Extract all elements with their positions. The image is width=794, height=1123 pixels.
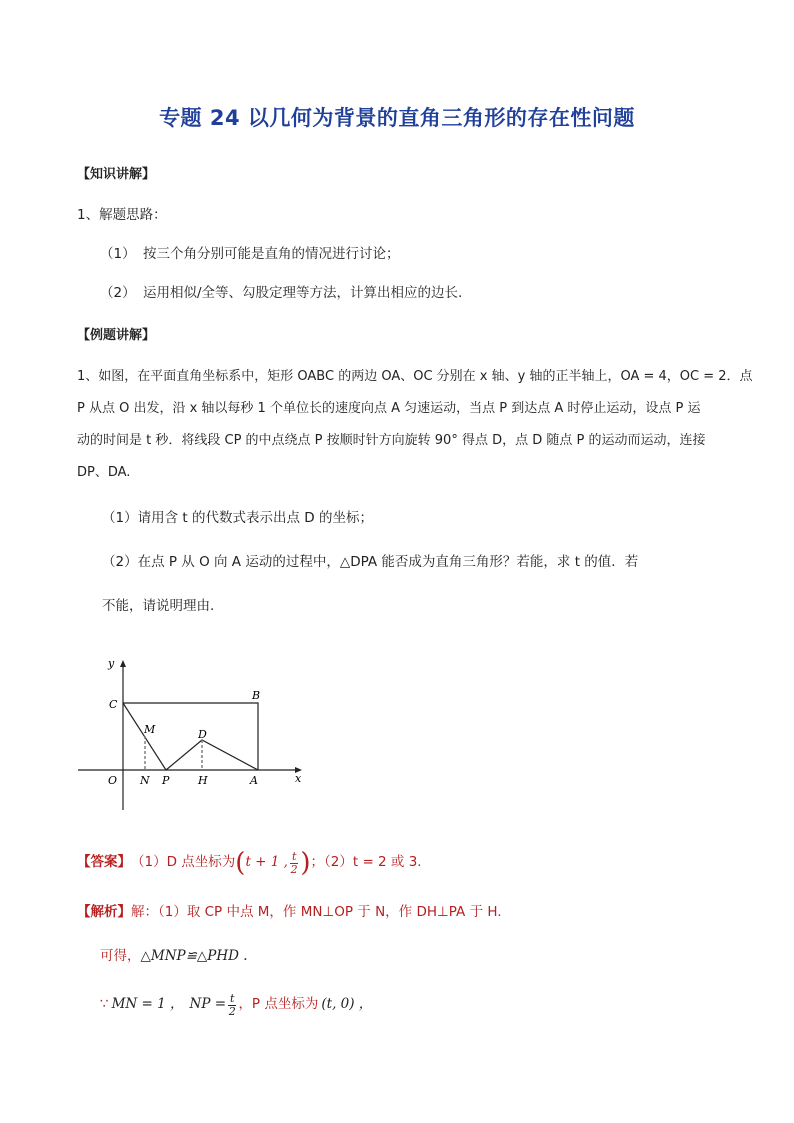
example-para-line1: 1、如图，在平面直角坐标系中，矩形 OABC 的两边 OA、OC 分别在 x 轴、y 轴的正半轴上，OA = 4，OC = 2．点 (77, 369, 753, 384)
analysis-frac-bottom: 2 (228, 1004, 236, 1018)
label-a: A (250, 774, 258, 787)
analysis-line3-np: NP = (189, 996, 227, 1013)
analysis-line1 (77, 906, 502, 920)
rectangle-oabc (123, 703, 258, 770)
label-m: M (144, 723, 156, 736)
analysis-tag: 【解析】 (77, 904, 131, 920)
label-p: P (162, 774, 170, 787)
analysis-line3 (100, 990, 372, 1020)
knowledge-line1: 1、解题思路： (77, 207, 167, 223)
label-o: O (108, 774, 118, 787)
analysis-line3-coord: (t, 0) ， (321, 996, 373, 1013)
label-n: N (140, 774, 150, 787)
example-header: 【例题讲解】 (77, 328, 156, 343)
analysis-line2-pre: 可得， (100, 948, 141, 964)
example-para-line4: DP、DA. (77, 465, 131, 480)
label-d: D (198, 728, 207, 741)
answer-part2: ；（2）t = 2 或 3. (310, 854, 422, 871)
label-h: H (198, 774, 208, 787)
answer-left-paren: ( (235, 848, 246, 878)
analysis-line3-mn: MN = 1 ， (111, 996, 184, 1013)
knowledge-header: 【知识讲解】 (77, 167, 156, 182)
analysis-frac-top: t (230, 991, 235, 1005)
example-para-line3: 动的时间是 t 秒．将线段 CP 的中点绕点 P 按顺时针方向旋转 90° 得点 D，点 D 随点 P 的运动而运动，连接 (77, 433, 706, 448)
geometry-figure (70, 650, 310, 820)
analysis-line2 (100, 950, 248, 964)
question-2: （2）在点 P 从 O 向 A 运动的过程中，△DPA 能否成为直角三角形？若能，求 t 的值．若 (102, 554, 639, 570)
item1-text: 按三个角分别可能是直角的情况进行讨论； (143, 246, 400, 262)
item2-text: 运用相似/全等、勾股定理等方法，计算出相应的边长. (143, 285, 463, 301)
answer-fraction (290, 851, 298, 875)
question-2-continued: 不能，请说明理由. (102, 598, 215, 614)
page-title: 专题 24 以几何为背景的直角三角形的存在性问题 (159, 106, 635, 130)
label-b: B (252, 689, 261, 702)
analysis-line3-fraction (228, 993, 236, 1017)
answer-coord-x: t + 1 , (245, 854, 288, 871)
question-1: （1）请用含 t 的代数式表示出点 D 的坐标； (102, 510, 373, 526)
item2-number: （2） (100, 285, 136, 301)
answer-line (77, 848, 422, 878)
analysis-line3-because: ∵ (100, 996, 109, 1013)
answer-right-paren: ) (300, 848, 311, 878)
analysis-line1-text: 解：（1）取 CP 中点 M，作 MN⊥OP 于 N，作 DH⊥PA 于 H. (131, 904, 502, 920)
label-y: y (108, 657, 115, 670)
example-para-line2: P 从点 O 出发，沿 x 轴以每秒 1 个单位长的速度向点 A 匀速运动，当点 P 到达点 A 时停止运动，设点 P 运 (77, 401, 701, 416)
answer-frac-top: t (291, 849, 297, 863)
segments-pd-da (166, 740, 258, 770)
answer-frac-bottom: 2 (290, 862, 298, 876)
analysis-line3-mid: ，P 点坐标为 (238, 996, 319, 1013)
analysis-line2-math: △MNP≌△PHD . (140, 948, 248, 964)
label-c: C (109, 698, 118, 711)
item1-number: （1） (100, 246, 136, 262)
label-x: x (295, 772, 302, 785)
answer-part1: （1）D 点坐标为 (131, 854, 236, 871)
y-axis-arrow (120, 660, 126, 667)
answer-tag: 【答案】 (77, 854, 131, 871)
